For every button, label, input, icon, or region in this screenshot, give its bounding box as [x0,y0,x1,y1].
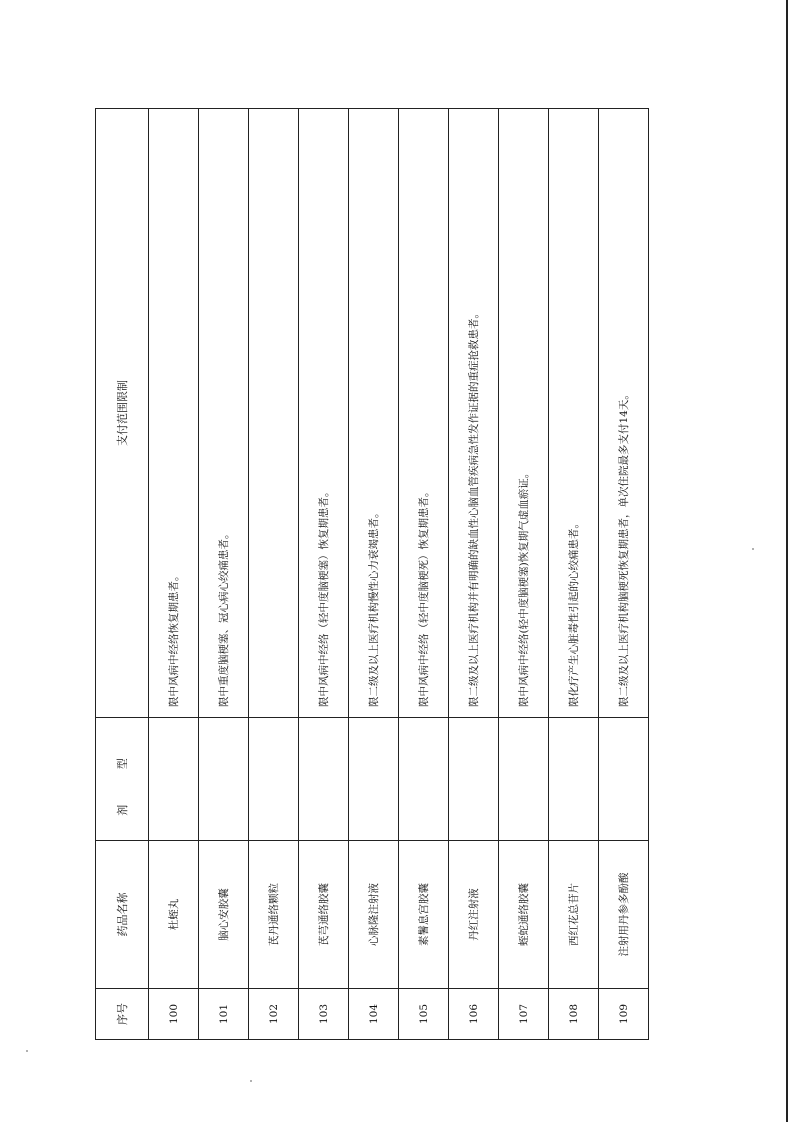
cell-no: 108 [549,989,599,1040]
cell-drug-name: 蛭蛇通络胶囊 [499,841,549,989]
table-body [149,109,649,1040]
cell-drug-name: 西红花总苷片 [549,841,599,989]
cell-no: 103 [299,989,349,1040]
cell-dosage-form [399,718,449,841]
cell-dosage-form [149,718,199,841]
table-row [149,109,199,1040]
cell-no: 101 [199,989,249,1040]
header-dosage-form [96,718,149,841]
cell-drug-name: 芪芎通络胶囊 [299,841,349,989]
cell-no: 100 [149,989,199,1040]
cell-payment-scope: 限中风病中经络(轻中度脑梗塞)恢复期气虚血瘀证。 [499,109,549,718]
table-row [499,109,549,1040]
scan-speck [752,548,754,550]
table [95,108,649,1040]
table-row [449,109,499,1040]
cell-drug-name: 素鬐息宫胶囊 [399,841,449,989]
table-row [599,109,649,1040]
cell-drug-name: 脑心安胶囊 [199,841,249,989]
cell-payment-scope: 限中重度脑梗塞、冠心病心绞痛患者。 [199,109,249,718]
table-row [549,109,599,1040]
cell-payment-scope [249,109,299,718]
table-row [399,109,449,1040]
cell-drug-name: 芪丹通络颗粒 [249,841,299,989]
header-payment-scope: 支付范围限制 [96,109,149,718]
header-dosage-form-label: 剂 型 [116,742,129,816]
cell-payment-scope: 限中风病中经络恢复期患者。 [149,109,199,718]
drug-payment-table [95,108,643,1040]
cell-dosage-form [349,718,399,841]
cell-dosage-form [199,718,249,841]
cell-no: 104 [349,989,399,1040]
cell-payment-scope: 限二级及以上医疗机构脑梗死恢复期患者，单次住院最多支付14天。 [599,109,649,718]
header-drug-name: 药品名称 [96,841,149,989]
cell-drug-name: 丹红注射液 [449,841,499,989]
cell-payment-scope: 限中风病中经络（轻中度脑梗死）恢复期患者。 [399,109,449,718]
cell-no: 107 [499,989,549,1040]
table-row [349,109,399,1040]
scan-speck [250,1080,252,1082]
cell-dosage-form [299,718,349,841]
cell-no: 102 [249,989,299,1040]
cell-dosage-form [599,718,649,841]
table-row [199,109,249,1040]
page-edge-line [786,0,788,1122]
cell-dosage-form [249,718,299,841]
table-row [299,109,349,1040]
cell-no: 109 [599,989,649,1040]
cell-dosage-form [499,718,549,841]
table-row [249,109,299,1040]
cell-payment-scope: 限二级及以上医疗机构并有明确的缺血性心脑血管疾病急性发作证据的重症抢救患者。 [449,109,499,718]
cell-payment-scope: 限化疗产生心脏毒性引起的心绞痛患者。 [549,109,599,718]
cell-no: 106 [449,989,499,1040]
cell-dosage-form [449,718,499,841]
cell-payment-scope: 限中风病中经络（轻中度脑梗塞）恢复期患者。 [299,109,349,718]
cell-no: 105 [399,989,449,1040]
cell-payment-scope: 限二级及以上医疗机构慢性心力衰竭患者。 [349,109,399,718]
cell-drug-name: 杜蛭丸 [149,841,199,989]
header-no: 序号 [96,989,149,1040]
scan-speck [26,1050,28,1052]
table-header-row [96,109,149,1040]
cell-drug-name: 心脉隆注射液 [349,841,399,989]
cell-dosage-form [549,718,599,841]
cell-drug-name: 注射用丹参多酚酸 [599,841,649,989]
